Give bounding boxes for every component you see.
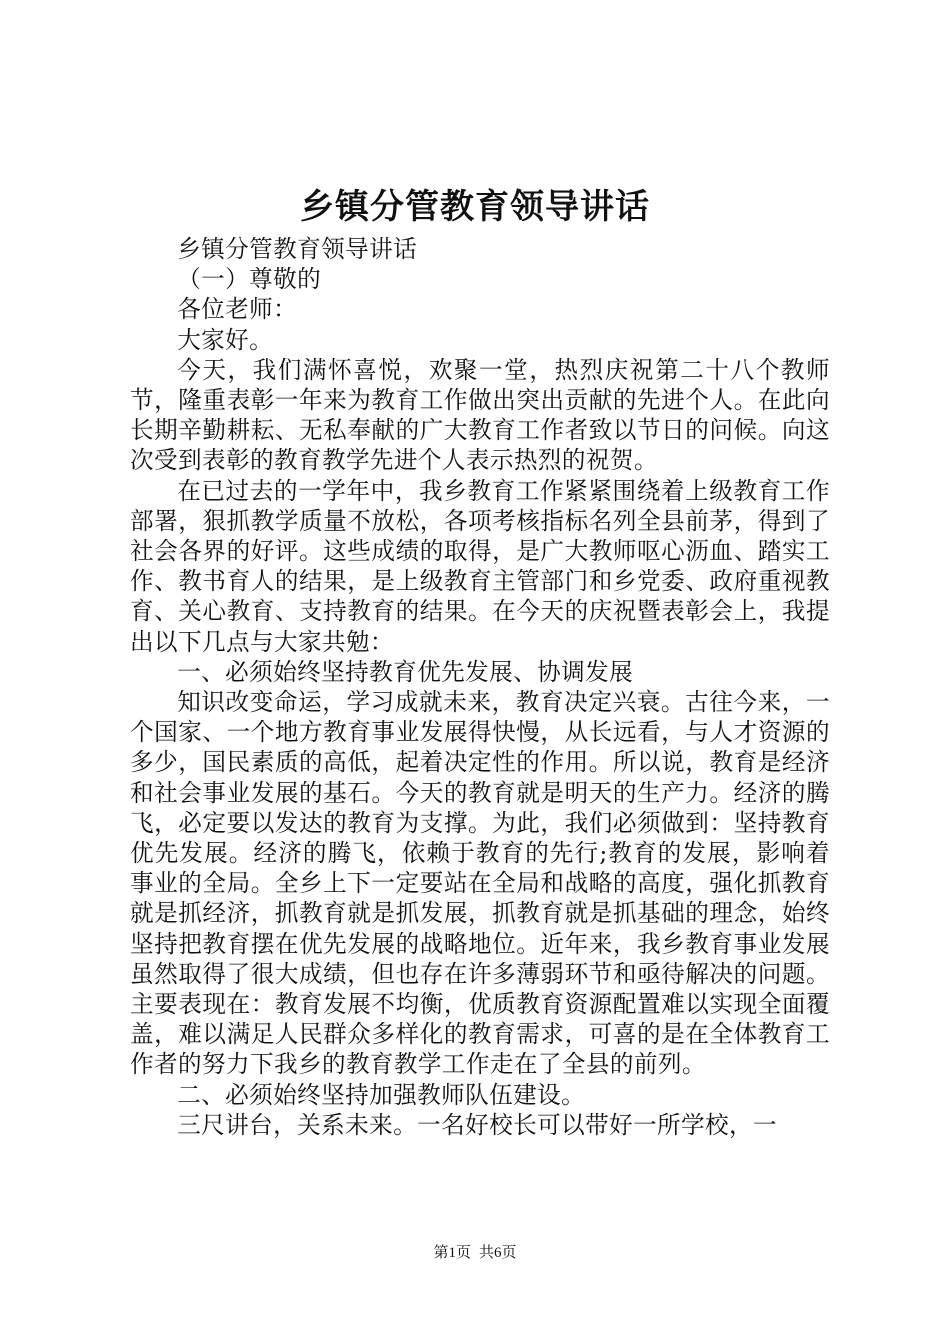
page-total: 共6页 [479, 1245, 517, 1261]
paragraph-subtitle: 乡镇分管教育领导讲话 [177, 235, 418, 263]
page-number: 第1页 [433, 1245, 471, 1261]
paragraph-body: 三尺讲台，关系未来。一名好校长可以带好一所学校，一 [177, 1110, 778, 1139]
paragraph-greeting: 大家好。 [177, 325, 274, 354]
document-title: 乡镇分管教育领导讲话 [300, 187, 650, 227]
document-body [130, 234, 830, 1140]
section-heading: 一、必须始终坚持教育优先发展、协调发展 [177, 657, 634, 686]
paragraph-body: 知识改变命运，学习成就未来，教育决定兴衰。古往今来，一个国家、一个地方教育事业发展得快慢，从长远看，与人才资源的多少，国民素质的高低，起着决定性的作用。所以说，教育是经济和社会事业发展的基石。今天的教育就是明天的生产力。经济的腾飞，必定要以发达的教育为支撑。为此，我们必须做到：坚持教育优先发展。经济的腾飞，依赖于教育的先行;教育的发展，影响着事业的全局。全乡上下一定要站在全局和战略的高度，强化抓教育就是抓经济，抓教育就是抓发展，抓教育就是抓基础的理念，始终坚持把教育摆在优先发展的战略地位。近年来，我乡教育事业发展虽然取得了很大成绩，但也存在许多薄弱环节和亟待解决的问题。主要表现在：教育发展不均衡，优质教育资源配置难以实现全面覆盖，难以满足人民群众多样化的教育需求，可喜的是在全体教育工作者的努力下我乡的教育教学工作走在了全县的前列。 [130, 688, 830, 1079]
page-footer [0, 1242, 950, 1264]
paragraph-salutation: （一）尊敬的 [177, 265, 322, 294]
paragraph-addressee: 各位老师： [177, 295, 298, 324]
paragraph-body: 在已过去的一学年中，我乡教育工作紧紧围绕着上级教育工作部署，狠抓教学质量不放松，各项考核指标名列全县前茅，得到了社会各界的好评。这些成绩的取得，是广大教师呕心沥血、踏实工作、教书育人的结果，是上级教育主管部门和乡党委、政府重视教育、关心教育、支持教育的结果。在今天的庆祝暨表彰会上，我提出以下几点与大家共勉： [130, 476, 830, 656]
paragraph-body: 今天，我们满怀喜悦，欢聚一堂，热烈庆祝第二十八个教师节，隆重表彰一年来为教育工作做出突出贡献的先进个人。在此向长期辛勤耕耘、无私奉献的广大教育工作者致以节日的问候。向这次受到表彰的教育教学先进个人表示热烈的祝贺。 [130, 355, 830, 475]
section-heading: 二、必须始终坚持加强教师队伍建设。 [177, 1080, 586, 1109]
